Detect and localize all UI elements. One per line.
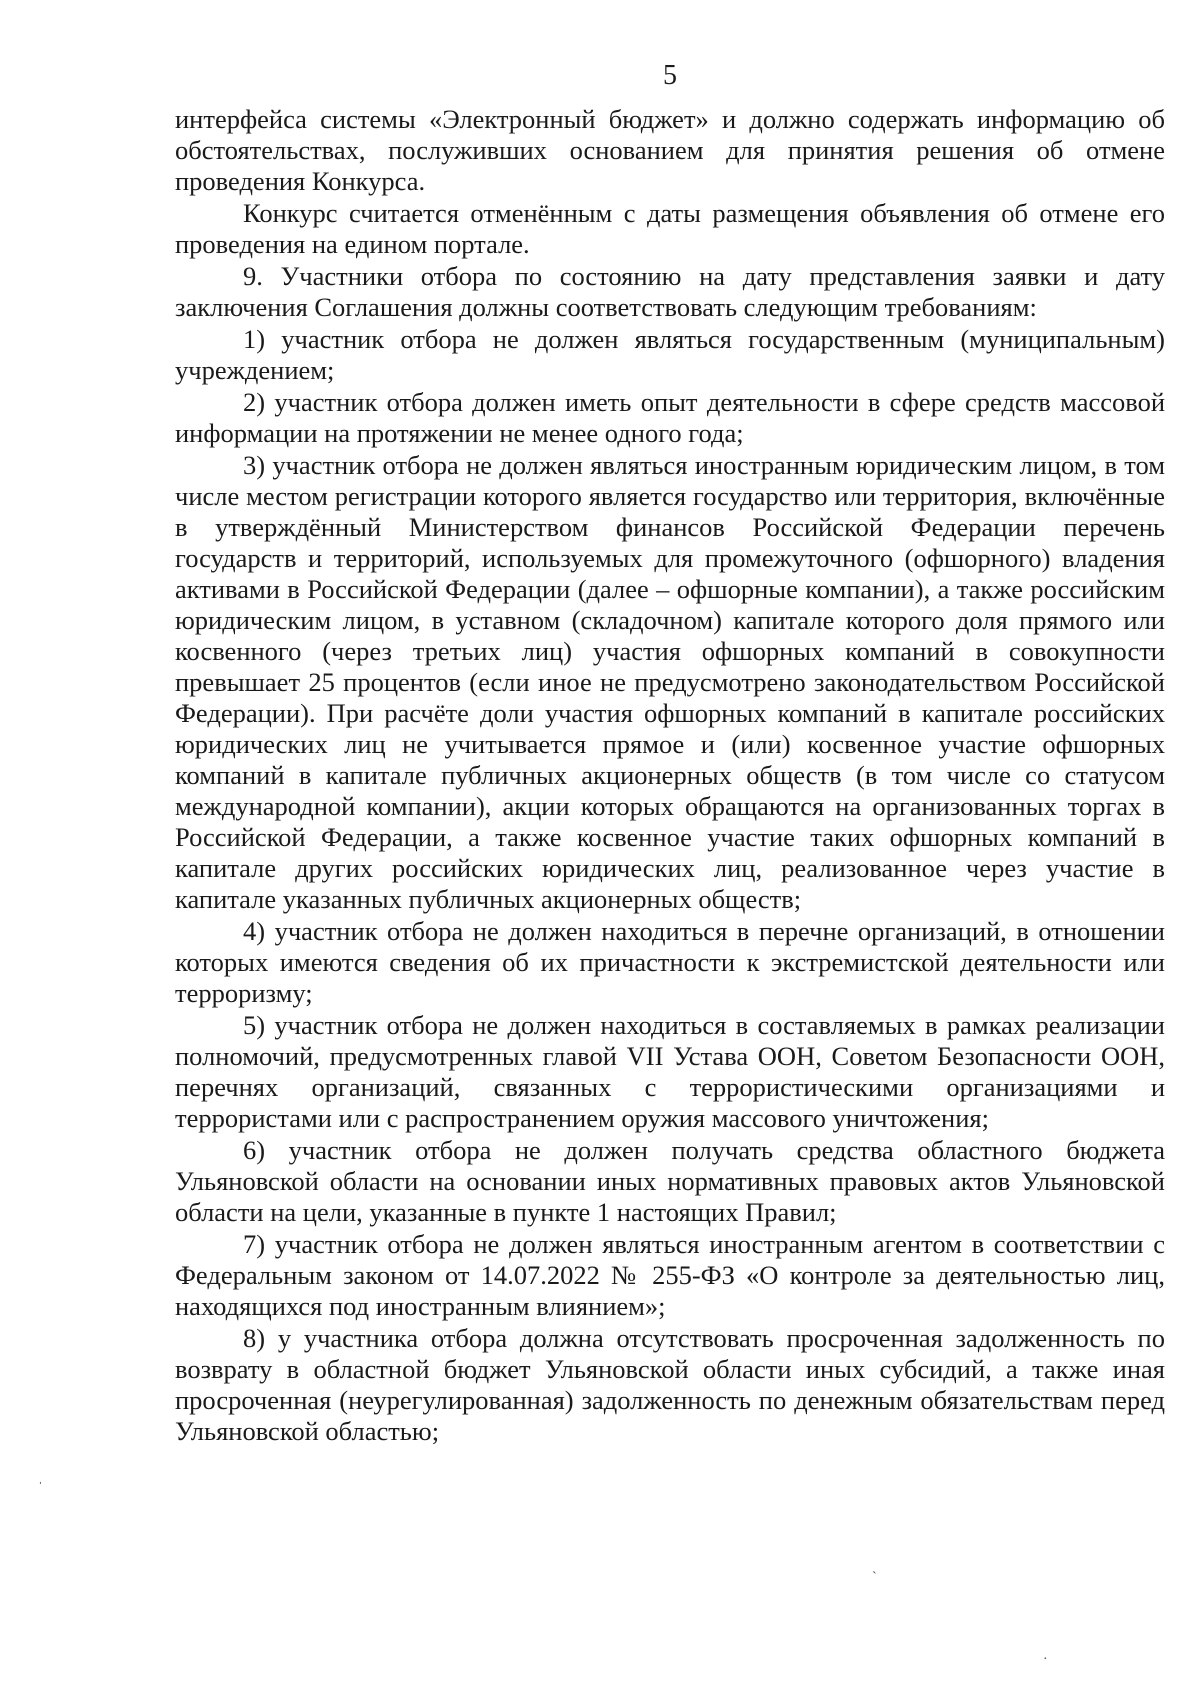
paragraph-subitem-3: 3) участник отбора не должен являться иностранным юридическим лицом, в том числе местом регистрации которого является государство или территория, включённые в утверждённый Министерством финансов Российской Федерации перечень государств и территорий, используемых для промежуточного (офшорного) владения активами в Российской Федерации (далее – офшорные компании), а также российским юридическим лицом, в уставном (складочном) капитале которого доля прямого или косвенного (через третьих лиц) участия офшорных компаний в совокупности превышает 25 процентов (если иное не предусмотрено законодательством Российской Федерации). При расчёте доли участия офшорных компаний в капитале российских юридических лиц не учитывается прямое и (или) косвенное участие офшорных компаний в капитале публичных акционерных обществ (в том числе со статусом международной компании), акции которых обращаются на организованных торгах в Российской Федерации, а также косвенное участие таких офшорных компаний в капитале других российских юридических лиц, реализованное через участие в капитале указанных публичных акционерных обществ; (175, 450, 1165, 914)
paragraph-subitem-5: 5) участник отбора не должен находиться в составляемых в рамках реализации полномочий, предусмотренных главой VII Устава ООН, Советом Безопасности ООН, перечнях организаций, связанных с террористическими организациями и террористами или с распространением оружия массового уничтожения; (175, 1010, 1165, 1133)
scan-speck: ˋ (872, 1570, 877, 1585)
paragraph-subitem-2: 2) участник отбора должен иметь опыт деятельности в сфере средств массовой информации на протяжении не менее одного года; (175, 387, 1165, 448)
document-body (175, 104, 1165, 1448)
scan-speck: · (1043, 1652, 1048, 1667)
scan-speck: ˌ (38, 1470, 43, 1485)
paragraph-subitem-8: 8) у участника отбора должна отсутствовать просроченная задолженность по возврату в областной бюджет Ульяновской области иных субсидий, а также иная просроченная (неурегулированная) задолженность по денежным обязательствам перед Ульяновской областью; (175, 1323, 1165, 1446)
paragraph-subitem-1: 1) участник отбора не должен являться государственным (муниципальным) учреждением; (175, 324, 1165, 385)
paragraph-continuation: интерфейса системы «Электронный бюджет» и должно содержать информацию об обстоятельствах, послуживших основанием для принятия решения об отмене проведения Конкурса. (175, 104, 1165, 196)
paragraph-subitem-4: 4) участник отбора не должен находиться в перечне организаций, в отношении которых имеются сведения об их причастности к экстремистской деятельности или терроризму; (175, 916, 1165, 1008)
paragraph-subitem-6: 6) участник отбора не должен получать средства областного бюджета Ульяновской области на основании иных нормативных правовых актов Ульяновской области на цели, указанные в пункте 1 настоящих Правил; (175, 1135, 1165, 1227)
paragraph-item-9: 9. Участники отбора по состоянию на дату представления заявки и дату заключения Соглашения должны соответствовать следующим требованиям: (175, 261, 1165, 322)
page-number: 5 (663, 60, 677, 91)
paragraph-subitem-7: 7) участник отбора не должен являться иностранным агентом в соответствии с Федеральным законом от 14.07.2022 № 255-ФЗ «О контроле за деятельностью лиц, находящихся под иностранным влиянием»; (175, 1229, 1165, 1321)
paragraph-contest-cancelled: Конкурс считается отменённым с даты размещения объявления об отмене его проведения на едином портале. (175, 198, 1165, 259)
